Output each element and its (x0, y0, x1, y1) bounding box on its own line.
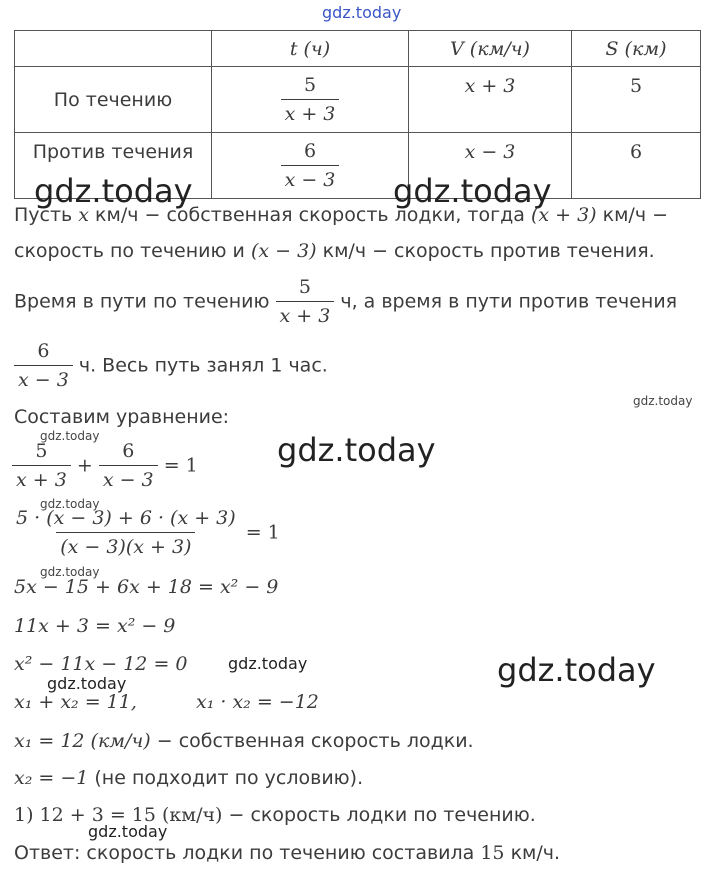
equation: x₁ + x₂ = 11, (14, 691, 137, 713)
table-header-empty (15, 31, 212, 67)
watermark: gdz.today (47, 674, 127, 693)
table-cell-time (212, 133, 409, 199)
watermark-top: gdz.today (322, 3, 402, 22)
table-cell-distance: 5 (572, 67, 701, 133)
fraction: $\frac{5}{x + 3}$ (276, 276, 335, 327)
frac-denominator: x + 3 (281, 99, 340, 125)
watermark: gdz.today (228, 654, 308, 673)
text-line: Время в пути по течению $\frac{5}{x + 3}$ ч, а время в пути против течения (14, 276, 678, 327)
table-row-label: По течению (15, 67, 212, 133)
equation: 11x + 3 = x² − 9 (14, 615, 176, 637)
watermark: gdz.today (40, 497, 100, 511)
frac-numerator: 5 (303, 74, 317, 96)
fraction: $\frac{6}{x - 3}$ (99, 440, 158, 491)
frac-numerator: 6 (303, 140, 317, 162)
watermark: gdz.today (34, 172, 193, 210)
text-line: x₁ = 12 (км/ч) − собственная скорость лодки. (14, 730, 474, 752)
answer-line: Ответ: скорость лодки по течению составила 15 км/ч. (14, 842, 561, 864)
fraction: $\frac{6}{x - 3}$ (14, 340, 73, 391)
watermark: gdz.today (497, 651, 656, 689)
equation: $\frac{5}{x + 3}$ + $\frac{6}{x - 3}$ = 1 (12, 440, 198, 491)
equation: x² − 11x − 12 = 0 (14, 653, 188, 675)
frac-denominator: x − 3 (281, 165, 340, 191)
text-line: 1) 12 + 3 = 15 (км/ч) − скорость лодки по течению. (14, 804, 536, 826)
table-header-speed: V (км/ч) (409, 31, 572, 67)
text-line: Составим уравнение: (14, 406, 230, 428)
text-line: Пусть x км/ч − собственная скорость лодки, тогда (x + 3) км/ч − (14, 204, 669, 226)
equation: 5x − 15 + 6x + 18 = x² − 9 (14, 576, 279, 598)
text-line: скорость по течению и (x − 3) км/ч − скорость против течения. (14, 240, 655, 262)
fraction: $\frac{5}{x + 3}$ (12, 440, 71, 491)
fraction: $\frac{5 \cdot (x - 3) + 6 \cdot (x + 3)}{(x - 3)(x + 3)}$ (16, 507, 236, 558)
watermark: gdz.today (40, 565, 100, 579)
text-line: $\frac{6}{x - 3}$ ч. Весь путь занял 1 час. (14, 340, 328, 391)
table-header-distance: S (км) (572, 31, 701, 67)
table-row-label: Против течения (15, 133, 212, 199)
equation: $\frac{5 \cdot (x - 3) + 6 \cdot (x + 3)}{(x - 3)(x + 3)}$ = 1 (12, 507, 280, 558)
table-cell-speed: x − 3 (409, 133, 572, 199)
text-line: x₂ = −1 (не подходит по условию). (14, 767, 364, 789)
table-cell-time (212, 67, 409, 133)
table-cell-speed: x + 3 (409, 67, 572, 133)
table-header-time: t (ч) (212, 31, 409, 67)
watermark: gdz.today (633, 394, 693, 408)
watermark: gdz.today (88, 822, 168, 841)
table-cell-distance: 6 (572, 133, 701, 199)
watermark: gdz.today (277, 431, 436, 469)
watermark: gdz.today (40, 429, 100, 443)
equation: x₁ · x₂ = −12 (196, 691, 319, 713)
watermark: gdz.today (393, 172, 552, 210)
